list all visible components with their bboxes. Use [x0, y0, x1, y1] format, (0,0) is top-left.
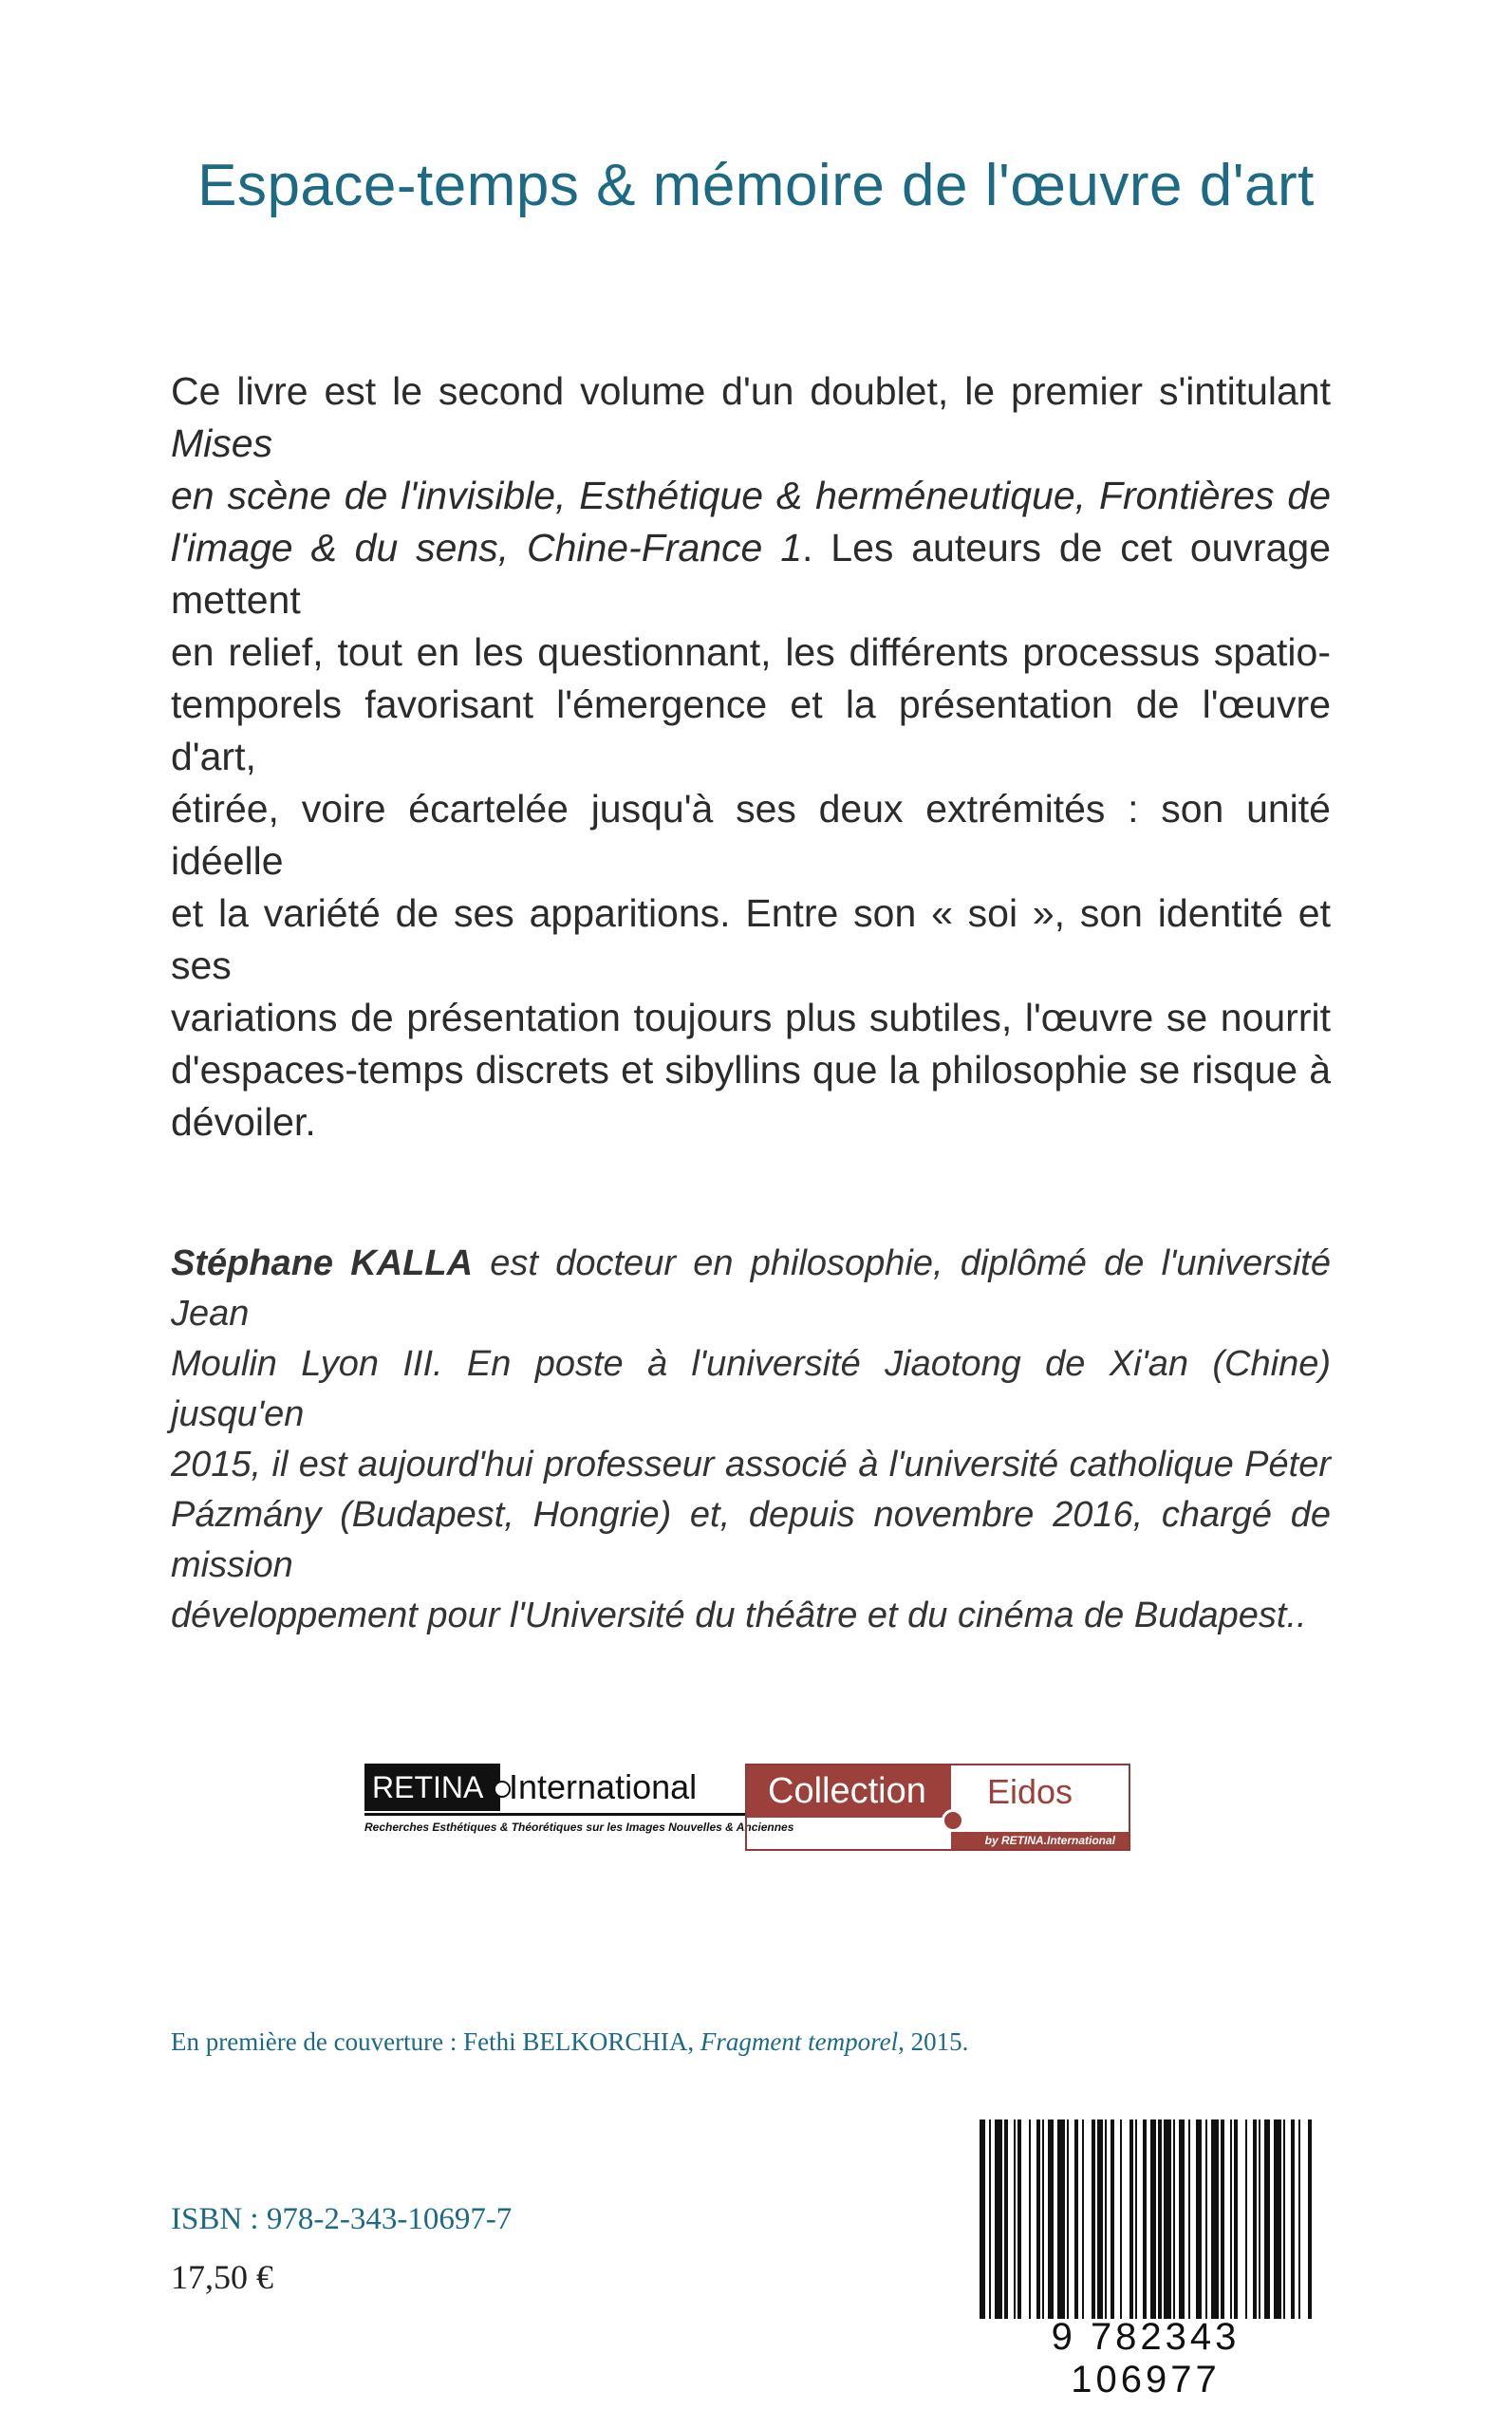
- description-line: l'image & du sens, Chine-France 1. Les auteurs de cet ouvrage mettent: [171, 526, 1331, 622]
- barcode-bar: [1234, 2120, 1238, 2319]
- description-line: temporels favorisant l'émergence et la présentation de l'œuvre d'art,: [171, 682, 1331, 778]
- barcode-bar: [1158, 2120, 1162, 2319]
- retina-logo-black: RETINA: [364, 1764, 500, 1811]
- barcode-bar: [1205, 2120, 1207, 2319]
- retina-logo-international: International: [509, 1767, 698, 1806]
- barcode-bar: [1308, 2120, 1312, 2319]
- collection-eidos-logo: [745, 1764, 1130, 1851]
- description-line: Ce livre est le second volume d'un doublet, le premier s'intitulant Mises: [171, 369, 1331, 465]
- bio-line: Stéphane KALLA est docteur en philosophie, diplômé de l'université Jean: [171, 1243, 1331, 1334]
- barcode-bar: [1129, 2120, 1133, 2319]
- barcode-bar: [1211, 2120, 1219, 2319]
- eidos-label: Eidos: [987, 1772, 1073, 1811]
- collection-logo-dot: [942, 1809, 964, 1832]
- barcode-bar: [1120, 2120, 1122, 2319]
- barcode-bar: [1230, 2120, 1232, 2319]
- barcode-bar: [1082, 2120, 1084, 2319]
- description-line: en scène de l'invisible, Esthétique & herméneutique, Frontières de: [171, 474, 1331, 517]
- description-line: étirée, voire écartelée jusqu'à ses deux extrémités : son unité idéelle: [171, 787, 1331, 883]
- barcode-bar: [1196, 2120, 1202, 2319]
- bio-line: Pázmány (Budapest, Hongrie) et, depuis novembre 2016, chargé de mission: [171, 1495, 1331, 1585]
- description-line: d'espaces-temps discrets et sibyllins que la philosophie se risque à: [171, 1048, 1331, 1092]
- barcode-bar: [1036, 2120, 1040, 2319]
- barcode-bar: [1221, 2120, 1224, 2319]
- bio-line: développement pour l'Université du théâtre et du cinéma de Budapest..: [171, 1596, 1307, 1635]
- bio-line: 2015, il est aujourd'hui professeur associé à l'université catholique Péter: [171, 1445, 1331, 1485]
- barcode-bar: [1164, 2120, 1171, 2319]
- price: 17,50 €: [171, 2258, 273, 2296]
- barcode-bar: [1253, 2120, 1257, 2319]
- barcode-bar: [1111, 2120, 1114, 2319]
- barcode-bar: [1188, 2120, 1190, 2319]
- barcode-bar: [1004, 2120, 1008, 2319]
- barcode-bar: [980, 2120, 985, 2319]
- barcode-bar: [1245, 2120, 1247, 2319]
- barcode-bar: [1029, 2120, 1031, 2319]
- retina-logo-subtitle: Recherches Esthétiques & Théorétiques sur les Images Nouvelles & Anciennes: [364, 1821, 794, 1834]
- retina-international-logo: [364, 1764, 794, 1851]
- barcode-bar: [1057, 2120, 1065, 2319]
- barcode-bar: [1143, 2120, 1147, 2319]
- isbn: ISBN : 978-2-343-10697-7: [171, 2202, 513, 2236]
- barcode-bar: [1264, 2120, 1270, 2319]
- barcode-bar: [1283, 2120, 1285, 2319]
- description-line: et la variété de ses apparitions. Entre son « soi », son identité et ses: [171, 891, 1331, 987]
- barcode-bar: [1179, 2120, 1185, 2319]
- book-description: [171, 365, 1331, 1148]
- collection-label: Collection: [747, 1765, 951, 1818]
- book-title: Espace-temps & mémoire de l'œuvre d'art: [197, 153, 1315, 218]
- barcode-digits: 9 782343 106977: [1051, 2316, 1241, 2400]
- description-line: variations de présentation toujours plus subtiles, l'œuvre se nourrit: [171, 996, 1331, 1039]
- cover-credit: En première de couverture : Fethi BELKORCHIA, Fragment temporel, 2015.: [171, 2027, 969, 2056]
- barcode-icon: [980, 2120, 1312, 2319]
- barcode-bar: [1097, 2120, 1103, 2319]
- barcode-bar: [1014, 2120, 1016, 2319]
- barcode-bar: [1274, 2120, 1281, 2319]
- barcode-bar: [1298, 2120, 1300, 2319]
- barcode-bar: [1042, 2120, 1044, 2319]
- eidos-subtitle: by RETINA.International: [951, 1832, 1129, 1849]
- barcode-bar: [1067, 2120, 1069, 2319]
- retina-logo-rule: [364, 1813, 752, 1816]
- barcode-bar: [1074, 2120, 1078, 2319]
- barcode-bar: [1105, 2120, 1107, 2319]
- author-name: Stéphane KALLA: [171, 1243, 474, 1283]
- barcode-bar: [1150, 2120, 1156, 2319]
- description-line: en relief, tout en les questionnant, les différents processus spatio-: [171, 630, 1331, 674]
- barcode-bar: [995, 2120, 1002, 2319]
- barcode-bar: [989, 2120, 991, 2319]
- barcode-bar: [1092, 2120, 1095, 2319]
- barcode-bar: [1291, 2120, 1295, 2319]
- barcode-bar: [1017, 2120, 1021, 2319]
- author-bio: [171, 1239, 1331, 1641]
- barcode-bar: [1259, 2120, 1260, 2319]
- barcode-bar: [1048, 2120, 1054, 2319]
- barcode-bar: [1173, 2120, 1175, 2319]
- description-line: dévoiler.: [171, 1100, 316, 1144]
- bio-line: Moulin Lyon III. En poste à l'université Jiaotong de Xi'an (Chine) jusqu'en: [171, 1344, 1331, 1434]
- barcode-bar: [1135, 2120, 1137, 2319]
